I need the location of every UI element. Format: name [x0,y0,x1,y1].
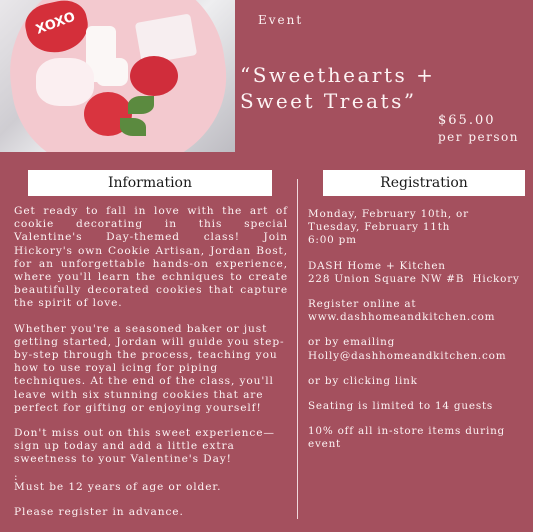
info-colon: : [14,470,19,483]
reg-discount: 10% off all in-store items during event [308,425,506,451]
reg-date-1: Monday, February 10th, or [308,208,469,220]
registration-body [308,208,528,464]
reg-email [308,336,528,362]
price-unit: per person [438,130,519,144]
reg-online-label: Register online at [308,298,417,311]
leaf-cookie [128,96,154,114]
info-paragraph-guide: Whether you're a seasoned baker or just getting started, Jordan will guide you step-by-step through the process, teaching you how to use royal icing for piping techniques. At the end of the class, you'll leave with six stunning cookies that are perfect for gifting or enjoying yourself! [14,322,285,414]
reg-venue: DASH Home + Kitchen [308,259,446,272]
title-line-2: Sweet Treats” [240,89,417,113]
price-amount: $65.00 [438,113,496,128]
reg-dates [308,208,528,248]
xoxo-cookie-text: XOXO [33,9,78,38]
reg-email-label: or by emailing [308,336,396,349]
title-line-1: “Sweethearts + [240,63,436,87]
reg-online [308,298,528,324]
reg-date-2: Tuesday, February 11th [308,221,451,234]
reg-address: 228 Union Square NW #B Hickory [308,272,520,285]
info-paragraph-intro: Get ready to fall in love with the art of cookie decorating in this special Valentine's Day-themed class! Join Hickory's own Cookie Artisan, Jordan Bost, for an unforgettable hands-on experience, where you'll learn the echniques to create beautifully decorated cookies that capture the spirit of love. [14,205,288,310]
reg-seating: Seating is limited to 14 guests [308,400,494,413]
reg-website-link[interactable]: www.dashhomeandkitchen.com [308,311,496,324]
cookie-photo [0,0,235,152]
column-divider [297,179,298,519]
information-heading: Information [28,170,272,196]
registration-heading: Registration [323,170,525,196]
info-age-requirement: Must be 12 years of age or older. [14,480,222,493]
information-body [14,205,288,531]
info-paragraph-cta: Don't miss out on this sweet experience—sign up today and add a little extra sweetness to your Valentine's Day! [14,427,275,466]
reg-location [308,260,528,286]
event-label: Event [258,13,304,27]
reg-time: 6:00 pm [308,234,357,247]
reg-email-link[interactable]: Holly@dashhomeandkitchen.com [308,349,507,362]
event-title [240,62,435,114]
info-register-note: Please register in advance. [14,505,184,518]
bow-cookie [36,58,94,106]
cherry-cookie [130,56,178,96]
heels-cookie [96,58,128,86]
leaf-cookie-2 [120,118,146,136]
price [438,113,519,145]
reg-link-label[interactable]: or by clicking link [308,374,418,387]
